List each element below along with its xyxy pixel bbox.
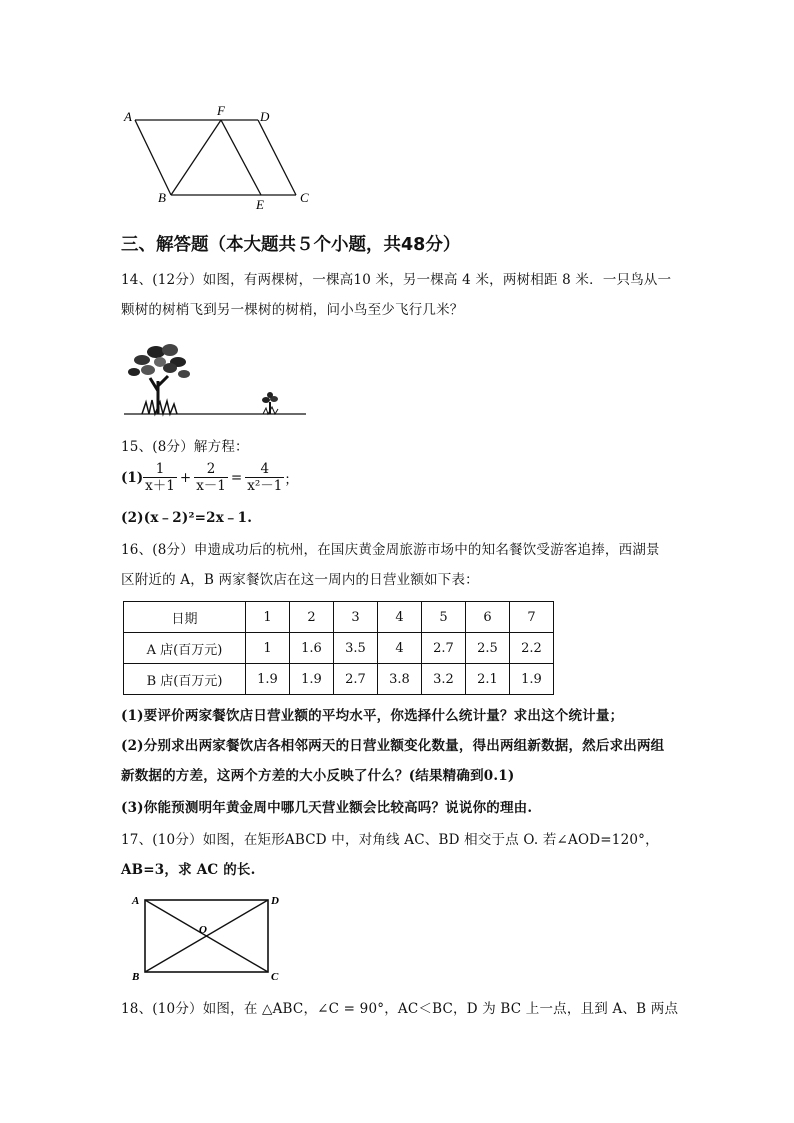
- table-header-cell: 2: [290, 602, 334, 633]
- fraction-3-denominator: x²－1: [247, 478, 283, 494]
- q15-equation-1: [121, 462, 298, 494]
- q17-line1: 17、(10分）如图，在矩形ABCD 中，对角线 AC、BD 相交于点 O. 若∠AOD=120°，: [121, 832, 659, 848]
- table-header-cell: 7: [510, 602, 554, 633]
- table-cell: 3.5: [334, 633, 378, 664]
- table-header-cell: 5: [422, 602, 466, 633]
- table-header-cell: 6: [466, 602, 510, 633]
- q15-part2: (2)(x﹣2)²=2x﹣1.: [121, 510, 253, 526]
- table-cell: 3.8: [378, 664, 422, 695]
- tall-tree-icon: [128, 344, 190, 414]
- label-E: E: [256, 197, 264, 212]
- table-header-cell: 4: [378, 602, 422, 633]
- table-header-row: [124, 602, 554, 633]
- label-D: D: [260, 109, 270, 124]
- label-A: A: [124, 109, 132, 124]
- label-C: C: [300, 190, 309, 205]
- label-F: F: [217, 103, 225, 118]
- table-cell: 2.1: [466, 664, 510, 695]
- trees-figure: [120, 336, 310, 418]
- q14-line2: 颗树的树梢飞到另一棵树的树梢，问小鸟至少飞行几米？: [121, 302, 464, 318]
- fraction-2-numerator: 2: [206, 461, 216, 477]
- label-D: D: [271, 895, 279, 907]
- q15-p1-end: ；: [284, 472, 298, 488]
- q16-sub2a: (2)分别求出两家餐饮店各相邻两天的日营业额变化数量，得出两组新数据，然后求出两组: [121, 738, 665, 754]
- table-row: [124, 664, 554, 695]
- q16-line1: 16、(8分）申遗成功后的杭州，在国庆黄金周旅游市场中的知名餐饮受游客追捧，西湖景: [121, 542, 660, 558]
- q16-sub2b: 新数据的方差，这两个方差的大小反映了什么？(结果精确到0.1): [121, 768, 515, 784]
- label-B: B: [132, 971, 140, 983]
- table-cell: 1.6: [290, 633, 334, 664]
- fraction-1-denominator: x＋1: [145, 478, 175, 494]
- q17-line2: AB=3，求 AC 的长.: [121, 862, 256, 878]
- table-cell: 1.9: [510, 664, 554, 695]
- segment-AB: [135, 120, 171, 195]
- table-cell: 2.2: [510, 633, 554, 664]
- section-title: 三、解答题（本大题共５个小题，共48分）: [121, 235, 461, 255]
- table-cell: 2.7: [334, 664, 378, 695]
- table-cell: 4: [378, 633, 422, 664]
- table-cell: A 店(百万元): [124, 633, 246, 664]
- fraction-2: [194, 462, 228, 494]
- label-A: A: [132, 895, 140, 907]
- table-cell: 2.5: [466, 633, 510, 664]
- q16-line2: 区附近的 A，B 两家餐饮店在这一周内的日营业额如下表：: [121, 572, 479, 588]
- label-B: B: [158, 190, 166, 205]
- table-cell: 2.7: [422, 633, 466, 664]
- segment-DC: [258, 120, 296, 195]
- label-C: C: [271, 971, 279, 983]
- q18-line1: 18、(10分）如图，在 △ABC，∠C = 90°，AC＜BC，D 为 BC 上一点，且到 A、B 两点: [121, 1001, 679, 1017]
- fraction-2-denominator: x－1: [196, 478, 226, 494]
- segment-FE: [221, 120, 261, 195]
- table-cell: 3.2: [422, 664, 466, 695]
- fraction-3-numerator: 4: [260, 461, 270, 477]
- rectangle-figure: [126, 890, 286, 986]
- q16-sub3: (3)你能预测明年黄金周中哪几天营业额会比较高吗？说说你的理由.: [121, 800, 533, 816]
- q14-line1: 14、(12分）如图，有两棵树，一棵高10 米，另一棵高 4 米，两树相距 8 米．一只鸟从一: [121, 272, 672, 288]
- plus-sign: +: [179, 470, 192, 486]
- table-cell: 1.9: [246, 664, 290, 695]
- table-cell: 1.9: [290, 664, 334, 695]
- table-header-cell: 3: [334, 602, 378, 633]
- small-tree-icon: [262, 392, 278, 414]
- fraction-1-numerator: 1: [155, 461, 165, 477]
- q15-intro: 15、(8分）解方程：: [121, 439, 249, 455]
- table-cell: B 店(百万元): [124, 664, 246, 695]
- fraction-3: [245, 462, 284, 494]
- table-row: [124, 633, 554, 664]
- table-header-cell: 1: [246, 602, 290, 633]
- segment-BF: [171, 120, 221, 195]
- q16-sub1: (1)要评价两家餐饮店日营业额的平均水平，你选择什么统计量？求出这个统计量；: [121, 708, 624, 724]
- fraction-1: [143, 462, 177, 494]
- table-cell: 1: [246, 633, 290, 664]
- sales-table: [123, 601, 554, 695]
- label-O: O: [199, 924, 207, 936]
- parallelogram-figure: [118, 100, 318, 215]
- equals-sign: =: [230, 470, 243, 486]
- q15-p1-label: (1): [121, 470, 144, 486]
- table-header-cell: 日期: [124, 602, 246, 633]
